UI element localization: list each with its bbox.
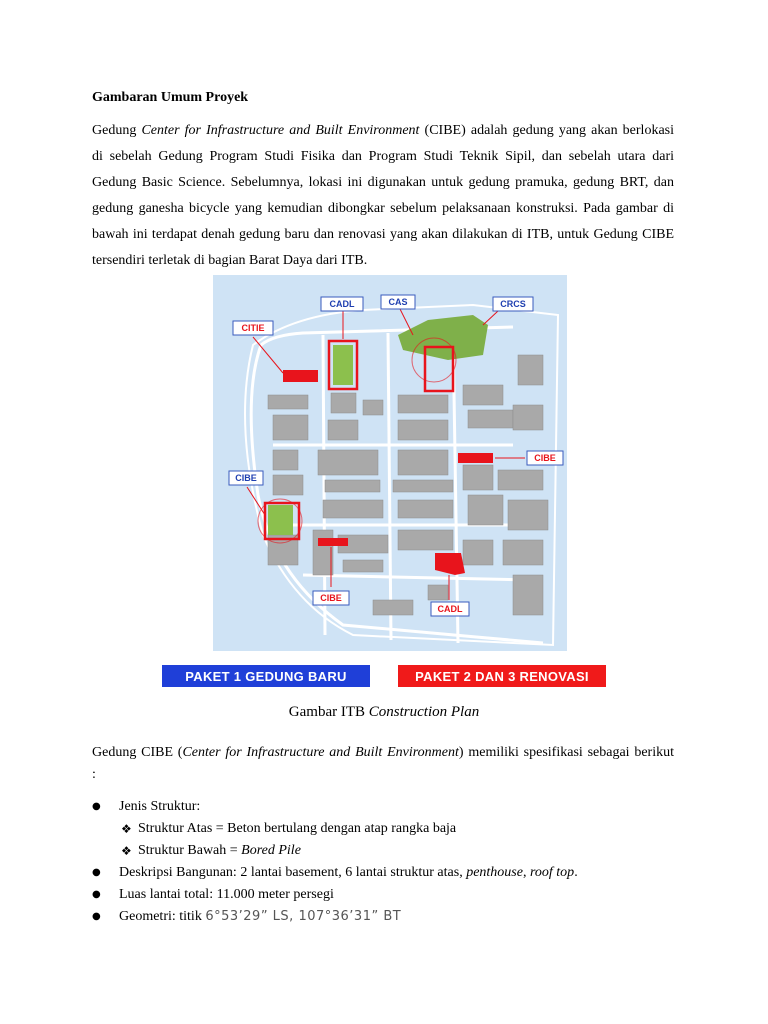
paket1-banner: PAKET 1 GEDUNG BARU [162, 665, 370, 687]
paragraph-line: gedung ganesha bicycle yang kemudian dibongkar sebelum pelaksanaan konstruksi. Pada gambar di [92, 201, 674, 216]
bullet-icon: ● [92, 801, 101, 812]
text-span: (CIBE) adalah gedung yang akan berlokasi [419, 123, 674, 138]
label-cadl-bottom: CADL [437, 604, 463, 614]
list-item [92, 884, 692, 906]
coordinates-value: 6°53’29” LS, 107°36’31” BT [205, 909, 402, 924]
sub-list-item [92, 840, 692, 862]
italic-term: Center for Infrastructure and Built Environment [141, 123, 420, 138]
diamond-bullet-icon: ❖ [121, 822, 132, 836]
paragraph-line [92, 740, 674, 762]
text-span: Gedung [92, 123, 142, 138]
spec-intro-paragraph [92, 740, 674, 784]
bullet-icon: ● [92, 911, 101, 922]
label-cibe-bottom: CIBE [320, 593, 342, 603]
sub-item-text [138, 840, 301, 862]
label-cadl-top: CADL [329, 299, 355, 309]
label-cibe-right: CIBE [534, 453, 556, 463]
bullet-icon: ● [92, 867, 101, 878]
list-item [92, 796, 692, 818]
text-span: Struktur Bawah = [138, 843, 242, 858]
paragraph-line [92, 118, 674, 144]
text-span: Gedung CIBE ( [92, 745, 183, 760]
list-item-text [119, 862, 578, 884]
caption-italic: Construction Plan [368, 704, 480, 720]
list-item-text: Luas lantai total: 11.000 meter persegi [119, 887, 334, 902]
diamond-bullet-icon: ❖ [121, 844, 132, 858]
figure-caption [0, 704, 768, 721]
italic-term: roof top [529, 865, 575, 880]
bullet-icon: ● [92, 889, 101, 900]
italic-term: Center for Infrastructure and Built Environment [182, 745, 459, 760]
itb-campus-map [213, 275, 567, 651]
list-item-text: Jenis Struktur: [119, 799, 201, 814]
paket23-banner: PAKET 2 DAN 3 RENOVASI [398, 665, 606, 687]
intro-paragraph [92, 118, 674, 274]
paragraph-line: bawah ini terdapat denah gedung baru dan renovasi yang akan dilakukan di ITB, untuk Gedung CIBE [92, 227, 674, 242]
label-crcs: CRCS [500, 299, 526, 309]
label-cas: CAS [388, 297, 408, 307]
list-item-text [119, 906, 401, 928]
sub-list-item [92, 818, 692, 840]
text-span: . [574, 865, 578, 880]
paragraph-line: di sebelah Gedung Program Studi Fisika dan Program Studi Teknik Sipil, dan sebelah utara dari [92, 149, 674, 164]
spec-list [92, 796, 692, 928]
text-span: Deskripsi Bangunan: 2 lantai basement, 6 lantai struktur atas, [119, 865, 467, 880]
label-citie: CITIE [241, 323, 265, 333]
italic-term: penthouse [466, 865, 523, 880]
sub-item-text: Struktur Atas = Beton bertulang dengan atap rangka baja [138, 821, 457, 836]
text-span: , [522, 865, 530, 880]
list-item [92, 862, 692, 884]
text-span: ) memiliki spesifikasi sebagai berikut [458, 745, 674, 760]
italic-term: Bored Pile [241, 843, 301, 858]
section-heading: Gambaran Umum Proyek [92, 90, 249, 105]
label-cibe-left: CIBE [235, 473, 257, 483]
campus-map-svg [213, 275, 567, 651]
caption-text: Gambar ITB [288, 704, 369, 720]
text-span: Geometri: titik [119, 909, 206, 924]
paragraph-line: Gedung Basic Science. Sebelumnya, lokasi ini digunakan untuk gedung pramuka, gedung BRT, dan [92, 175, 674, 190]
paragraph-line: tersendiri terletak di bagian Barat Daya dari ITB. [92, 253, 368, 268]
paragraph-colon: : [92, 767, 96, 782]
list-item [92, 906, 692, 928]
